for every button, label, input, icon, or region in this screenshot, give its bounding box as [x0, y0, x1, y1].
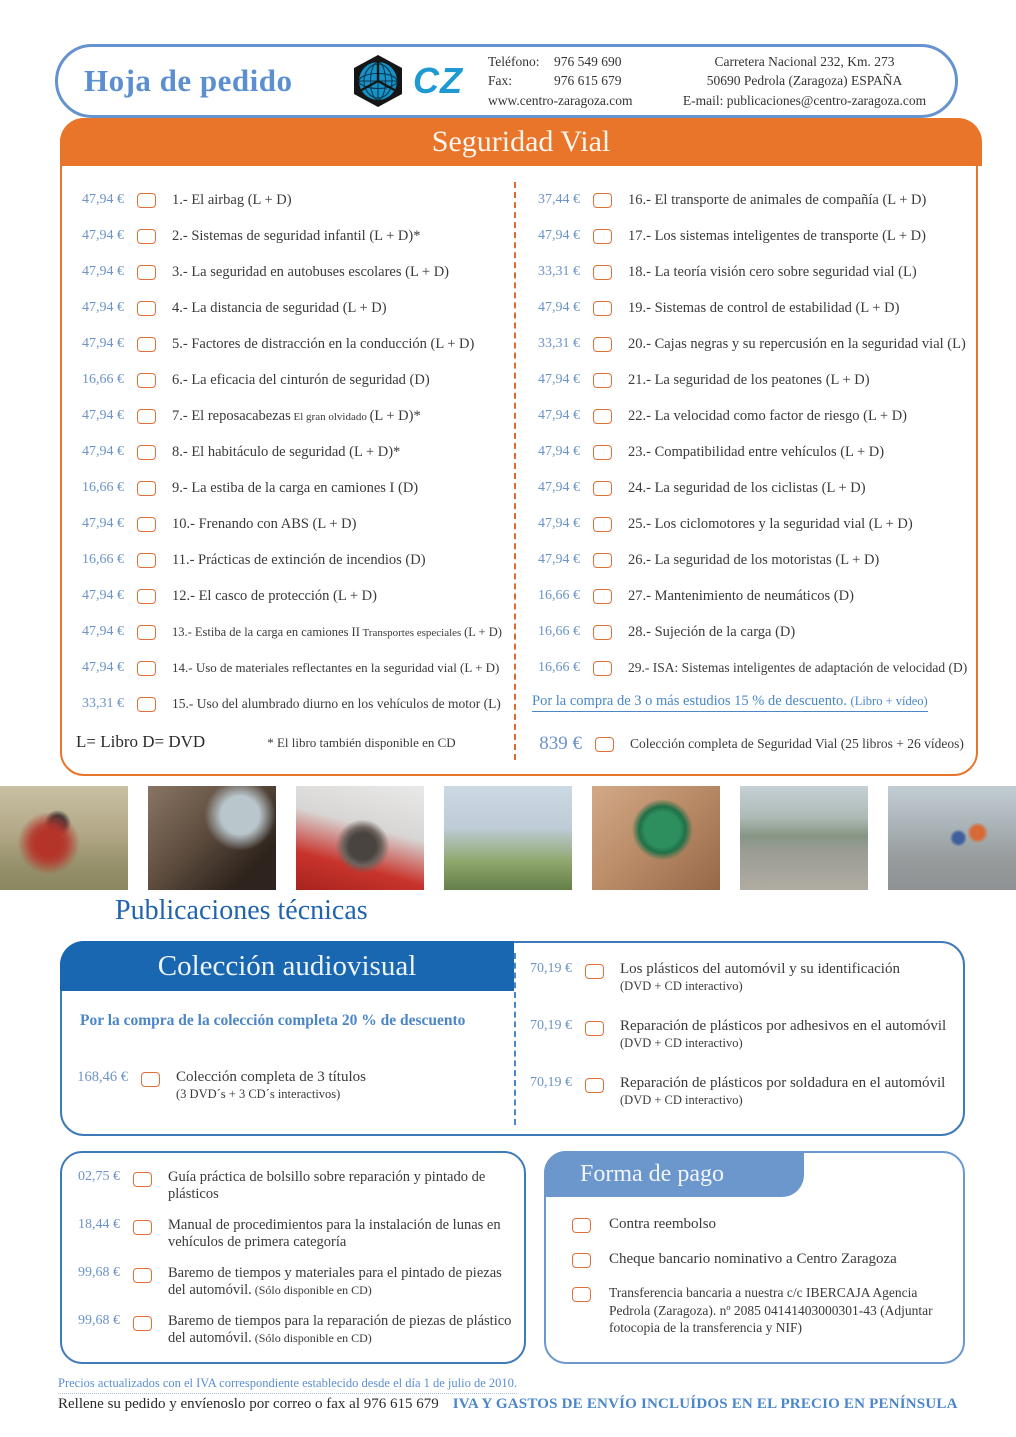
item-price: 70,19 €	[530, 1018, 572, 1033]
item-price: 33,31 €	[82, 696, 124, 711]
item-checkbox[interactable]	[585, 964, 604, 979]
catalog-item-row	[532, 182, 970, 218]
item-label: 12.- El casco de protección (L + D)	[172, 587, 377, 604]
item-checkbox[interactable]	[585, 1078, 604, 1093]
item-label: Los plásticos del automóvil y su identificación	[620, 961, 900, 977]
item-text	[168, 1265, 516, 1298]
catalog-item-row	[72, 1167, 516, 1215]
item-label: 6.- La eficacia del cinturón de seguridad (D)	[172, 371, 430, 388]
contact-address-block	[678, 52, 931, 111]
item-text	[168, 1169, 516, 1202]
item-label: 29.- ISA: Sistemas inteligentes de adaptación de velocidad (D)	[628, 660, 968, 675]
item-price: 16,66 €	[538, 624, 580, 639]
item-checkbox[interactable]	[593, 661, 612, 676]
item-checkbox[interactable]	[593, 409, 612, 424]
catalog-item-row	[72, 1311, 516, 1359]
legend-text: L= Libro D= DVD	[76, 732, 206, 751]
item-price: 16,66 €	[82, 372, 124, 387]
item-checkbox[interactable]	[585, 1021, 604, 1036]
item-checkbox[interactable]	[137, 481, 156, 496]
item-label-note: El gran olvidado	[290, 410, 370, 423]
item-checkbox[interactable]	[137, 553, 156, 568]
item-price: 47,94 €	[82, 588, 124, 603]
item-checkbox[interactable]	[137, 445, 156, 460]
item-label: 15.- Uso del alumbrado diurno en los vehículos de motor (L)	[172, 696, 501, 711]
item-checkbox[interactable]	[137, 409, 156, 424]
footer-iva-note: IVA Y GASTOS DE ENVÍO INCLUÍDOS EN EL PRECIO EN PENÍNSULA	[452, 1396, 958, 1412]
catalog-item-row	[524, 1012, 960, 1069]
photo-cyclists-group	[888, 786, 1016, 890]
item-price: 37,44 €	[538, 192, 580, 207]
catalog-item-row	[72, 1263, 516, 1311]
item-price: 47,94 €	[538, 228, 580, 243]
item-checkbox[interactable]	[137, 517, 156, 532]
catalog-item-row	[524, 1069, 960, 1126]
audiovisual-promo-text: Por la compra de la colección completa 20 % de descuento	[80, 1012, 466, 1029]
item-price: 16,66 €	[538, 660, 580, 675]
item-checkbox[interactable]	[593, 517, 612, 532]
item-price: 47,94 €	[82, 624, 124, 639]
item-text	[620, 961, 960, 994]
payment-option-checkbox[interactable]	[572, 1218, 591, 1233]
page-title: Hoja de pedido	[84, 63, 293, 98]
item-price: 99,68 €	[78, 1265, 120, 1280]
item-label: 26.- La seguridad de los motoristas (L + D)	[628, 551, 880, 568]
item-label: Reparación de plásticos por soldadura en el automóvil	[620, 1075, 946, 1091]
item-label: 22.- La velocidad como factor de riesgo (L + D)	[628, 407, 908, 424]
discount-text: Por la compra de 3 o más estudios 15 % de descuento.	[532, 693, 847, 709]
item-text	[620, 1075, 960, 1108]
payment-option-label: Cheque bancario nominativo a Centro Zaragoza	[609, 1250, 897, 1267]
item-checkbox[interactable]	[593, 553, 612, 568]
item-price: 70,19 €	[530, 1075, 572, 1090]
item-checkbox[interactable]	[593, 481, 612, 496]
collection-label: Colección completa de Seguridad Vial (25 libros + 26 vídeos)	[630, 736, 964, 751]
item-price: 47,94 €	[82, 408, 124, 423]
payment-title: Forma de pago	[544, 1151, 804, 1197]
item-label: 19.- Sistemas de control de estabilidad (L + D)	[628, 299, 900, 316]
catalog-item-row	[76, 614, 504, 650]
item-sublabel: (DVD + CD interactivo)	[620, 1093, 743, 1108]
item-checkbox[interactable]	[593, 337, 612, 352]
catalog-item-row	[76, 470, 504, 506]
seguridad-vial-left-column	[76, 182, 504, 722]
item-label: 3.- La seguridad en autobuses escolares (L + D)	[172, 263, 450, 280]
item-checkbox[interactable]	[137, 301, 156, 316]
footer-line	[58, 1396, 988, 1413]
catalog-item-row	[532, 290, 970, 326]
catalog-item-row	[532, 218, 970, 254]
photo-bicycles-roof-rack	[444, 786, 572, 890]
item-label: Manual de procedimientos para la instalación de lunas en vehículos de primera categoría	[168, 1217, 501, 1250]
item-label: 27.- Mantenimiento de neumáticos (D)	[628, 587, 854, 604]
item-price: 47,94 €	[82, 444, 124, 459]
item-text	[620, 1018, 960, 1051]
item-checkbox[interactable]	[593, 229, 612, 244]
photo-highway-traffic	[740, 786, 868, 890]
catalog-item-row	[532, 542, 970, 578]
payment-option-checkbox[interactable]	[572, 1287, 591, 1302]
item-text	[168, 1313, 516, 1346]
catalog-item-row	[76, 650, 504, 686]
catalog-item-row	[532, 650, 970, 686]
item-label: Reparación de plásticos por adhesivos en el automóvil	[620, 1018, 947, 1034]
item-sublabel: (3 DVD´s + 3 CD´s interactivos)	[176, 1087, 341, 1102]
item-label: 1.- El airbag (L + D)	[172, 191, 292, 208]
payment-option-row	[572, 1215, 946, 1235]
item-label: Baremo de tiempos y materiales para el pintado de piezas del automóvil. (Sólo disponible en CD)	[168, 1265, 502, 1298]
item-checkbox[interactable]	[133, 1172, 152, 1187]
legend-row	[76, 732, 506, 752]
item-label-note: Transportes especiales	[359, 626, 465, 639]
cz-globe-cube-icon	[352, 53, 404, 109]
catalog-item-row	[532, 326, 970, 362]
payment-option-label: Contra reembolso	[609, 1216, 717, 1232]
footnote-text: * El libro también disponible en CD	[267, 735, 456, 750]
collection-row	[524, 726, 972, 762]
column-divider	[514, 953, 516, 1125]
catalog-item-row	[76, 182, 504, 218]
item-label: 8.- El habitáculo de seguridad (L + D)*	[172, 443, 401, 460]
item-price: 33,31 €	[538, 264, 580, 279]
email-line: E-mail: publicaciones@centro-zaragoza.com	[682, 92, 927, 108]
payment-section	[544, 1151, 965, 1364]
item-checkbox[interactable]	[593, 373, 612, 388]
item-label: 9.- La estiba de la carga en camiones I (D)	[172, 479, 419, 496]
address-line1: Carretera Nacional 232, Km. 273	[714, 53, 895, 69]
item-price: 47,94 €	[538, 480, 580, 495]
catalog-item-row	[76, 542, 504, 578]
catalog-item-row	[532, 506, 970, 542]
item-price: 99,68 €	[78, 1313, 120, 1328]
catalog-item-row	[532, 362, 970, 398]
payment-option-row	[572, 1284, 946, 1337]
item-checkbox[interactable]	[137, 697, 156, 712]
coleccion-audiovisual-title: Colección audiovisual	[60, 941, 514, 991]
catalog-item-row	[532, 434, 970, 470]
item-checkbox[interactable]	[593, 445, 612, 460]
catalog-item-row	[76, 686, 504, 722]
prices-note: Precios actualizados con el IVA correspondiente establecido desde el día 1 de julio de 2010.	[58, 1376, 517, 1394]
manuals-section	[60, 1151, 526, 1364]
item-price: 168,46 €	[77, 1069, 128, 1085]
item-label: 23.- Compatibilidad entre vehículos (L + D)	[628, 443, 885, 460]
item-checkbox[interactable]	[137, 661, 156, 676]
item-label: 24.- La seguridad de los ciclistas (L + D)	[628, 479, 866, 496]
photo-motorcycle-rider	[0, 786, 128, 890]
item-price: 47,94 €	[538, 516, 580, 531]
item-price: 47,94 €	[82, 516, 124, 531]
catalog-item-row	[76, 326, 504, 362]
item-text	[168, 1217, 516, 1250]
phone-label: Teléfono:	[488, 53, 540, 69]
item-price: 47,94 €	[538, 372, 580, 387]
item-price: 47,94 €	[538, 444, 580, 459]
item-price: 18,44 €	[78, 1217, 120, 1232]
item-price: 47,94 €	[82, 660, 124, 675]
item-label: 28.- Sujeción de la carga (D)	[628, 623, 796, 640]
phone-number: 976 549 690	[554, 53, 622, 69]
seguridad-vial-right-column	[532, 182, 970, 686]
cz-logo-text: CZ	[413, 60, 463, 101]
item-label: 11.- Prácticas de extinción de incendios (D)	[172, 551, 426, 568]
item-price: 47,94 €	[82, 192, 124, 207]
contact-phone-block	[488, 52, 678, 111]
manuals-list	[72, 1167, 516, 1359]
footer-instruction: Rellene su pedido y envíenoslo por correo o fax al 976 615 679	[58, 1396, 439, 1412]
fax-label: Fax:	[488, 73, 513, 89]
item-label: 20.- Cajas negras y su repercusión en la seguridad vial (L)	[628, 335, 966, 352]
payment-option-checkbox[interactable]	[572, 1253, 591, 1268]
audiovisual-collection-item	[70, 1069, 500, 1105]
item-sublabel: (DVD + CD interactivo)	[620, 1036, 743, 1051]
item-label: 25.- Los ciclomotores y la seguridad vial (L + D)	[628, 515, 913, 532]
item-label: 13.- Estiba de la carga en camiones II Transportes especiales (L + D)	[172, 624, 502, 639]
catalog-item-row	[76, 362, 504, 398]
discount-note	[532, 692, 972, 710]
item-price: 47,94 €	[82, 336, 124, 351]
item-label: 16.- El transporte de animales de compañía (L + D)	[628, 191, 927, 208]
item-note: (Sólo disponible en CD)	[251, 1330, 372, 1345]
item-price: 47,94 €	[538, 552, 580, 567]
photo-polishing-machine	[296, 786, 424, 890]
seguridad-vial-section	[60, 118, 978, 776]
website-url: www.centro-zaragoza.com	[488, 92, 633, 108]
item-price: 16,66 €	[538, 588, 580, 603]
item-price: 47,94 €	[82, 300, 124, 315]
photo-hands-repair-green-disc	[592, 786, 720, 890]
catalog-item-row	[532, 578, 970, 614]
catalog-item-row	[76, 506, 504, 542]
item-label: 2.- Sistemas de seguridad infantil (L + D)*	[172, 227, 421, 244]
fax-number: 976 615 679	[554, 73, 622, 89]
item-checkbox[interactable]	[593, 589, 612, 604]
item-checkbox[interactable]	[593, 625, 612, 640]
collection-price: 839 €	[539, 733, 582, 754]
item-label: 14.- Uso de materiales reflectantes en la seguridad vial (L + D)	[172, 660, 500, 675]
item-price: 02,75 €	[78, 1169, 120, 1184]
catalog-item-row	[76, 434, 504, 470]
item-label: Colección completa de 3 títulos	[176, 1069, 366, 1085]
item-checkbox[interactable]	[133, 1220, 152, 1235]
address-line2: 50690 Pedrola (Zaragoza) ESPAÑA	[706, 73, 903, 89]
cz-logo	[352, 53, 488, 109]
item-checkbox[interactable]	[137, 229, 156, 244]
seguridad-vial-title: Seguridad Vial	[60, 118, 982, 166]
item-checkbox[interactable]	[137, 373, 156, 388]
item-checkbox[interactable]	[593, 301, 612, 316]
catalog-item-row	[532, 398, 970, 434]
catalog-item-row	[72, 1215, 516, 1263]
item-label: 10.- Frenando con ABS (L + D)	[172, 515, 357, 532]
item-label: 4.- La distancia de seguridad (L + D)	[172, 299, 387, 316]
publicaciones-heading: Publicaciones técnicas	[115, 895, 368, 926]
item-label: 5.- Factores de distracción en la conducción (L + D)	[172, 335, 475, 352]
photo-driver-using-phone	[148, 786, 276, 890]
item-sublabel: (DVD + CD interactivo)	[620, 979, 743, 994]
catalog-item-row	[532, 614, 970, 650]
catalog-item-row	[532, 470, 970, 506]
item-label: 17.- Los sistemas inteligentes de transporte (L + D)	[628, 227, 926, 244]
catalog-item-row	[76, 578, 504, 614]
item-checkbox[interactable]	[137, 337, 156, 352]
item-price: 47,94 €	[538, 300, 580, 315]
audiovisual-right-column	[524, 955, 960, 1126]
item-checkbox[interactable]	[137, 265, 156, 280]
item-label: 7.- El reposacabezas El gran olvidado (L + D)*	[172, 407, 421, 424]
item-label: Guía práctica de bolsillo sobre reparación y pintado de plásticos	[168, 1169, 486, 1202]
item-price: 16,66 €	[82, 552, 124, 567]
item-checkbox[interactable]	[137, 193, 156, 208]
item-label: 18.- La teoría visión cero sobre seguridad vial (L)	[628, 263, 917, 280]
item-checkbox[interactable]	[593, 193, 612, 208]
item-price: 47,94 €	[538, 408, 580, 423]
item-price: 47,94 €	[82, 264, 124, 279]
discount-subtext: (Libro + vídeo)	[850, 694, 928, 708]
catalog-item-row	[532, 254, 970, 290]
item-checkbox[interactable]	[141, 1072, 160, 1087]
item-label: 21.- La seguridad de los peatones (L + D)	[628, 371, 870, 388]
payment-option-label: Transferencia bancaria a nuestra c/c IBERCAJA Agencia Pedrola (Zaragoza). nº 2085 04141403000301-43 (Adjuntar fotocopia de la transferencia y NIF)	[609, 1285, 933, 1336]
payment-options	[572, 1215, 946, 1352]
catalog-item-row	[76, 218, 504, 254]
item-price: 33,31 €	[538, 336, 580, 351]
item-checkbox[interactable]	[137, 589, 156, 604]
catalog-item-row	[76, 290, 504, 326]
catalog-item-row	[524, 955, 960, 1012]
item-price: 47,94 €	[82, 228, 124, 243]
catalog-item-row	[76, 254, 504, 290]
item-price: 16,66 €	[82, 480, 124, 495]
item-price: 70,19 €	[530, 961, 572, 976]
item-checkbox[interactable]	[137, 625, 156, 640]
header	[55, 44, 958, 118]
column-divider	[514, 182, 516, 760]
item-checkbox[interactable]	[593, 265, 612, 280]
catalog-item-row	[76, 398, 504, 434]
coleccion-audiovisual-section	[60, 941, 965, 1136]
item-note: (Sólo disponible en CD)	[251, 1282, 372, 1297]
item-checkbox[interactable]	[133, 1268, 152, 1283]
payment-option-row	[572, 1250, 946, 1270]
collection-checkbox[interactable]	[595, 737, 614, 752]
item-label: Baremo de tiempos para la reparación de piezas de plástico del automóvil. (Sólo disponible en CD)	[168, 1313, 512, 1346]
item-checkbox[interactable]	[133, 1316, 152, 1331]
